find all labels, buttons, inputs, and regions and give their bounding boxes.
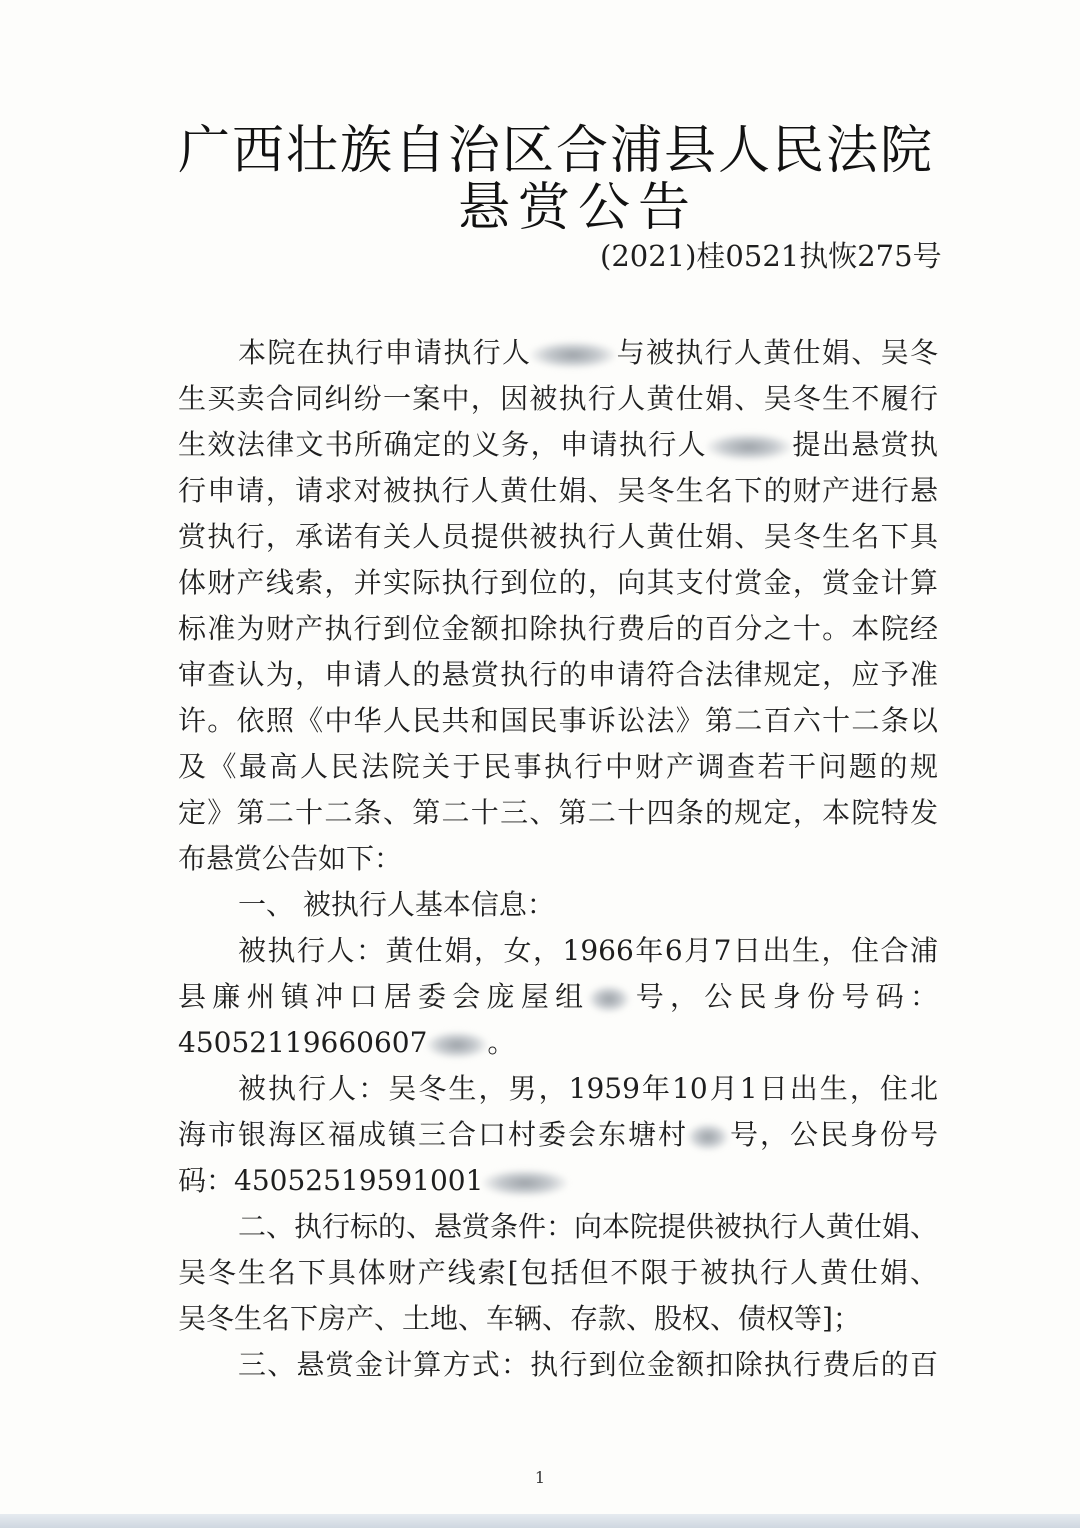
body-line: 赏执行，承诺有关人员提供被执行人黄仕娟、吴冬生名下具 <box>178 520 938 553</box>
body-line: 被执行人：吴冬生，男，1959年10月1日出生，住北 <box>238 1072 938 1105</box>
redaction-mark <box>707 434 791 460</box>
body-line: 生买卖合同纠纷一案中，因被执行人黄仕娟、吴冬生不履行 <box>178 382 938 415</box>
scan-edge <box>0 1514 1080 1528</box>
body-line: 二、执行标的、悬赏条件：向本院提供被执行人黄仕娟、 <box>238 1210 939 1243</box>
redaction-mark <box>531 342 615 368</box>
notice-title: 悬赏公告 <box>458 178 699 238</box>
body-line: 码：45052519591001 <box>178 1159 938 1203</box>
body-line: 体财产线索，并实际执行到位的，向其支付赏金，赏金计算 <box>178 566 938 599</box>
redaction-mark <box>688 1124 728 1150</box>
body-line: 吴冬生名下具体财产线索[包括但不限于被执行人黄仕娟、 <box>178 1256 938 1289</box>
section-heading: 一、 被执行人基本信息： <box>238 888 555 921</box>
body-line: 许。依照《中华人民共和国民事诉讼法》第二百六十二条以 <box>178 704 938 737</box>
body-line: 45052119660607 。 <box>178 1026 516 1059</box>
case-number: (2021)桂0521执恢275号 <box>600 239 942 273</box>
body-line: 定》第二十二条、第二十三、第二十四条的规定，本院特发 <box>178 796 938 829</box>
body-line: 三、悬赏金计算方式：执行到位金额扣除执行费后的百 <box>238 1348 938 1381</box>
body-line: 行申请，请求对被执行人黄仕娟、吴冬生名下的财产进行悬 <box>178 474 938 507</box>
body-line: 海市银海区福成镇三合口村委会东塘村 号，公民身份号 <box>178 1118 938 1151</box>
body-line: 及《最高人民法院关于民事执行中财产调查若干问题的规 <box>178 750 938 783</box>
page-number: 1 <box>534 1468 546 1487</box>
body-line: 生效法律文书所确定的义务，申请执行人 提出悬赏执 <box>178 428 938 461</box>
body-line: 布悬赏公告如下： <box>178 842 403 875</box>
body-line: 吴冬生名下房产、土地、车辆、存款、股权、债权等]； <box>178 1302 861 1335</box>
body-line: 审查认为，申请人的悬赏执行的申请符合法律规定，应予准 <box>178 658 938 691</box>
redaction-mark <box>589 986 629 1012</box>
body-line: 被执行人：黄仕娟，女，1966年6月7日出生，住合浦 <box>238 934 938 967</box>
court-title: 广西壮族自治区合浦县人民法院 <box>178 121 935 181</box>
redaction-mark <box>427 1032 487 1058</box>
body-line: 县廉州镇冲口居委会庞屋组 号，公民身份号码： <box>178 980 938 1013</box>
redaction-mark <box>483 1170 567 1196</box>
body-line: 标准为财产执行到位金额扣除执行费后的百分之十。本院经 <box>178 612 938 645</box>
body-line: 本院在执行申请执行人 与被执行人黄仕娟、吴冬 <box>238 336 938 369</box>
